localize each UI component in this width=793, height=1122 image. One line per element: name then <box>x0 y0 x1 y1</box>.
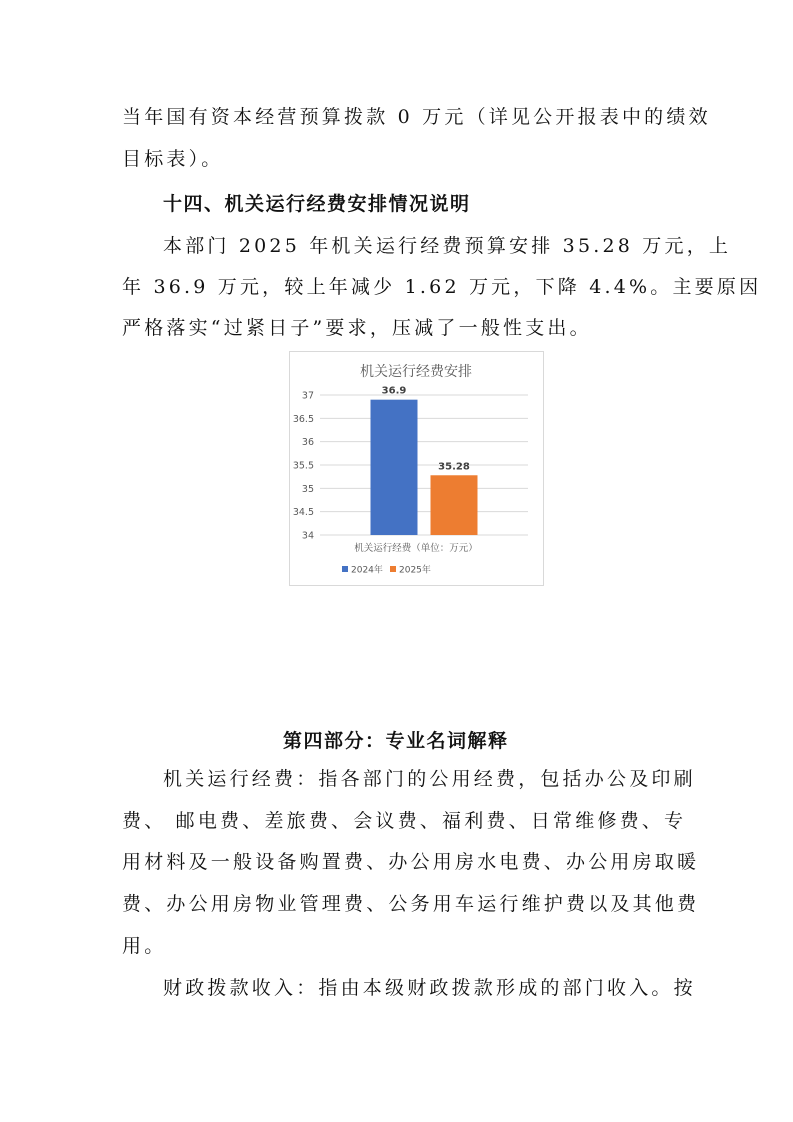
paragraph-line: 用。 <box>122 935 167 957</box>
paragraph-line: 费、办公用房物业管理费、公务用车运行维护费以及其他费 <box>122 893 700 915</box>
y-tick-label: 34.5 <box>292 507 314 519</box>
paragraph-line: 本部门 2025 年机关运行经费预算安排 35.28 万元，上 <box>163 235 732 257</box>
paragraph-line: 目标表）。 <box>122 148 224 170</box>
y-tick-label: 34 <box>301 530 314 542</box>
chart-x-axis-label: 机关运行经费（单位：万元） <box>354 543 478 554</box>
section-heading: 十四、机关运行经费安排情况说明 <box>163 193 471 215</box>
bar-chart <box>290 352 543 585</box>
legend-label: 2024年 <box>351 565 383 576</box>
y-tick-label: 37 <box>301 390 314 402</box>
paragraph-line: 年 36.9 万元，较上年减少 1.62 万元，下降 4.4%。主要原因 <box>122 276 762 298</box>
chart-title: 机关运行经费安排 <box>360 364 472 380</box>
y-tick-label: 35 <box>301 483 314 495</box>
y-tick-label: 36.5 <box>292 413 314 425</box>
y-tick-label: 35.5 <box>292 460 314 472</box>
bar <box>371 400 418 535</box>
bar <box>431 475 478 535</box>
paragraph-line: 当年国有资本经营预算拨款 0 万元（详见公开报表中的绩效 <box>122 106 711 128</box>
legend-swatch <box>390 566 396 572</box>
paragraph-line: 费、 邮电费、差旅费、会议费、福利费、日常维修费、专 <box>122 810 687 832</box>
paragraph-line: 用材料及一般设备购置费、办公用房水电费、办公用房取暖 <box>122 851 700 873</box>
chart-frame <box>289 351 544 586</box>
legend-swatch <box>342 566 348 572</box>
legend-label: 2025年 <box>399 565 431 576</box>
y-tick-label: 36 <box>301 437 314 449</box>
data-label: 36.9 <box>381 385 407 397</box>
paragraph-line: 严格落实“过紧日子”要求，压减了一般性支出。 <box>122 317 592 339</box>
paragraph-line: 机关运行经费：指各部门的公用经费，包括办公及印刷 <box>163 768 696 790</box>
paragraph-line: 财政拨款收入：指由本级财政拨款形成的部门收入。按 <box>163 977 696 999</box>
data-label: 35.28 <box>438 461 470 473</box>
part-heading: 第四部分：专业名词解释 <box>283 730 509 752</box>
